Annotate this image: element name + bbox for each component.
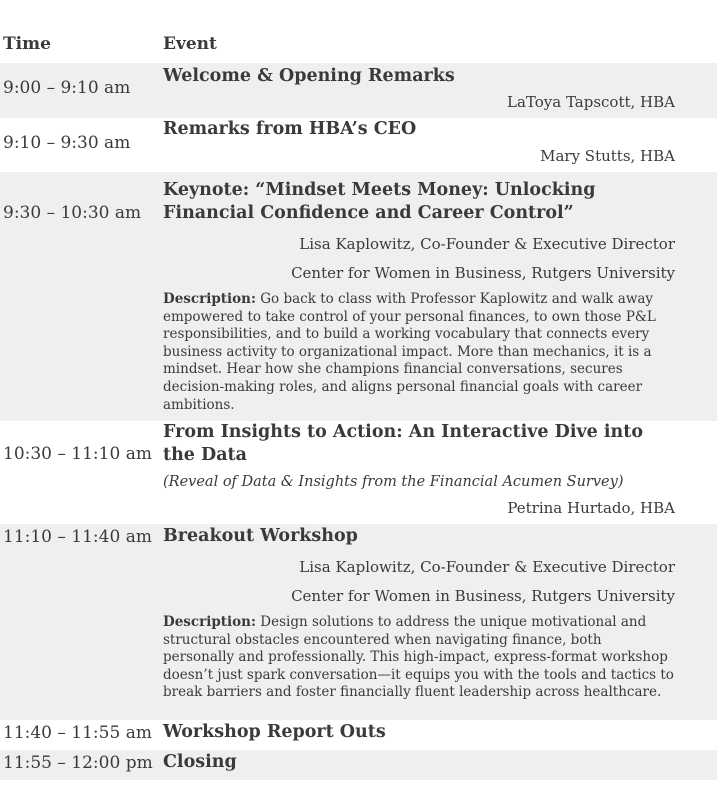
session-event bbox=[163, 118, 675, 166]
session-time: 10:30 – 11:10 am bbox=[3, 444, 152, 464]
agenda-row bbox=[0, 118, 717, 172]
session-event bbox=[163, 721, 675, 744]
session-note: (Reveal of Data & Insights from the Financial Acumen Survey) bbox=[163, 474, 624, 490]
description-text: Go back to class with Professor Kaplowitz and walk away empowered to take control of your personal finances, to own those P&L responsibilities, and to build a working vocabulary that connects every business activity to organizational impact. More than mechanics, it is a mindset. Hear how she champions financial conversations, secures decision-making roles, and aligns personal financial goals with career ambitions. bbox=[163, 291, 656, 413]
session-description bbox=[163, 291, 675, 414]
session-event bbox=[163, 421, 675, 518]
session-speaker: Lisa Kaplowitz, Co-Founder & Executive Director bbox=[299, 235, 675, 253]
agenda-row bbox=[0, 524, 717, 720]
session-title: From Insights to Action: An Interactive Dive into the Data bbox=[163, 422, 643, 465]
session-title: Workshop Report Outs bbox=[163, 722, 386, 742]
session-affiliation: Center for Women in Business, Rutgers University bbox=[291, 264, 675, 282]
session-time: 11:40 – 11:55 am bbox=[3, 723, 152, 743]
session-title: Closing bbox=[163, 752, 237, 772]
session-event bbox=[163, 65, 675, 112]
session-speaker: Mary Stutts, HBA bbox=[540, 147, 675, 165]
session-title: Welcome & Opening Remarks bbox=[163, 66, 455, 86]
session-time: 9:30 – 10:30 am bbox=[3, 203, 142, 223]
table-header bbox=[0, 28, 717, 60]
session-description bbox=[163, 614, 675, 702]
session-event bbox=[163, 179, 675, 414]
session-time: 11:10 – 11:40 am bbox=[3, 527, 152, 547]
session-speaker: Lisa Kaplowitz, Co-Founder & Executive Director bbox=[299, 558, 675, 576]
agenda-row bbox=[0, 720, 717, 750]
time-column-header: Time bbox=[3, 34, 51, 54]
description-label: Description: bbox=[163, 614, 256, 630]
session-event bbox=[163, 525, 675, 702]
session-title: Breakout Workshop bbox=[163, 526, 358, 546]
session-time: 9:00 – 9:10 am bbox=[3, 78, 131, 98]
agenda-row bbox=[0, 421, 717, 524]
session-time: 9:10 – 9:30 am bbox=[3, 133, 131, 153]
session-speaker: Petrina Hurtado, HBA bbox=[507, 499, 675, 517]
session-title: Keynote: “Mindset Meets Money: Unlocking Financial Confidence and Career Control” bbox=[163, 180, 596, 223]
session-time: 11:55 – 12:00 pm bbox=[3, 753, 153, 773]
agenda-row bbox=[0, 172, 717, 421]
session-title: Remarks from HBA’s CEO bbox=[163, 119, 417, 139]
agenda-row bbox=[0, 750, 717, 780]
description-text: Design solutions to address the unique motivational and structural obstacles encountered when navigating finance, both personally and professionally. This high-impact, express-format workshop doesn’t just spark conversation—it equips you with the tools and tactics to break barriers and foster financially fluent leadership across healthcare. bbox=[163, 614, 674, 701]
description-label: Description: bbox=[163, 291, 256, 307]
session-affiliation: Center for Women in Business, Rutgers University bbox=[291, 587, 675, 605]
session-speaker: LaToya Tapscott, HBA bbox=[506, 93, 675, 111]
agenda-row bbox=[0, 63, 717, 118]
session-event bbox=[163, 751, 675, 774]
event-column-header: Event bbox=[163, 34, 217, 54]
